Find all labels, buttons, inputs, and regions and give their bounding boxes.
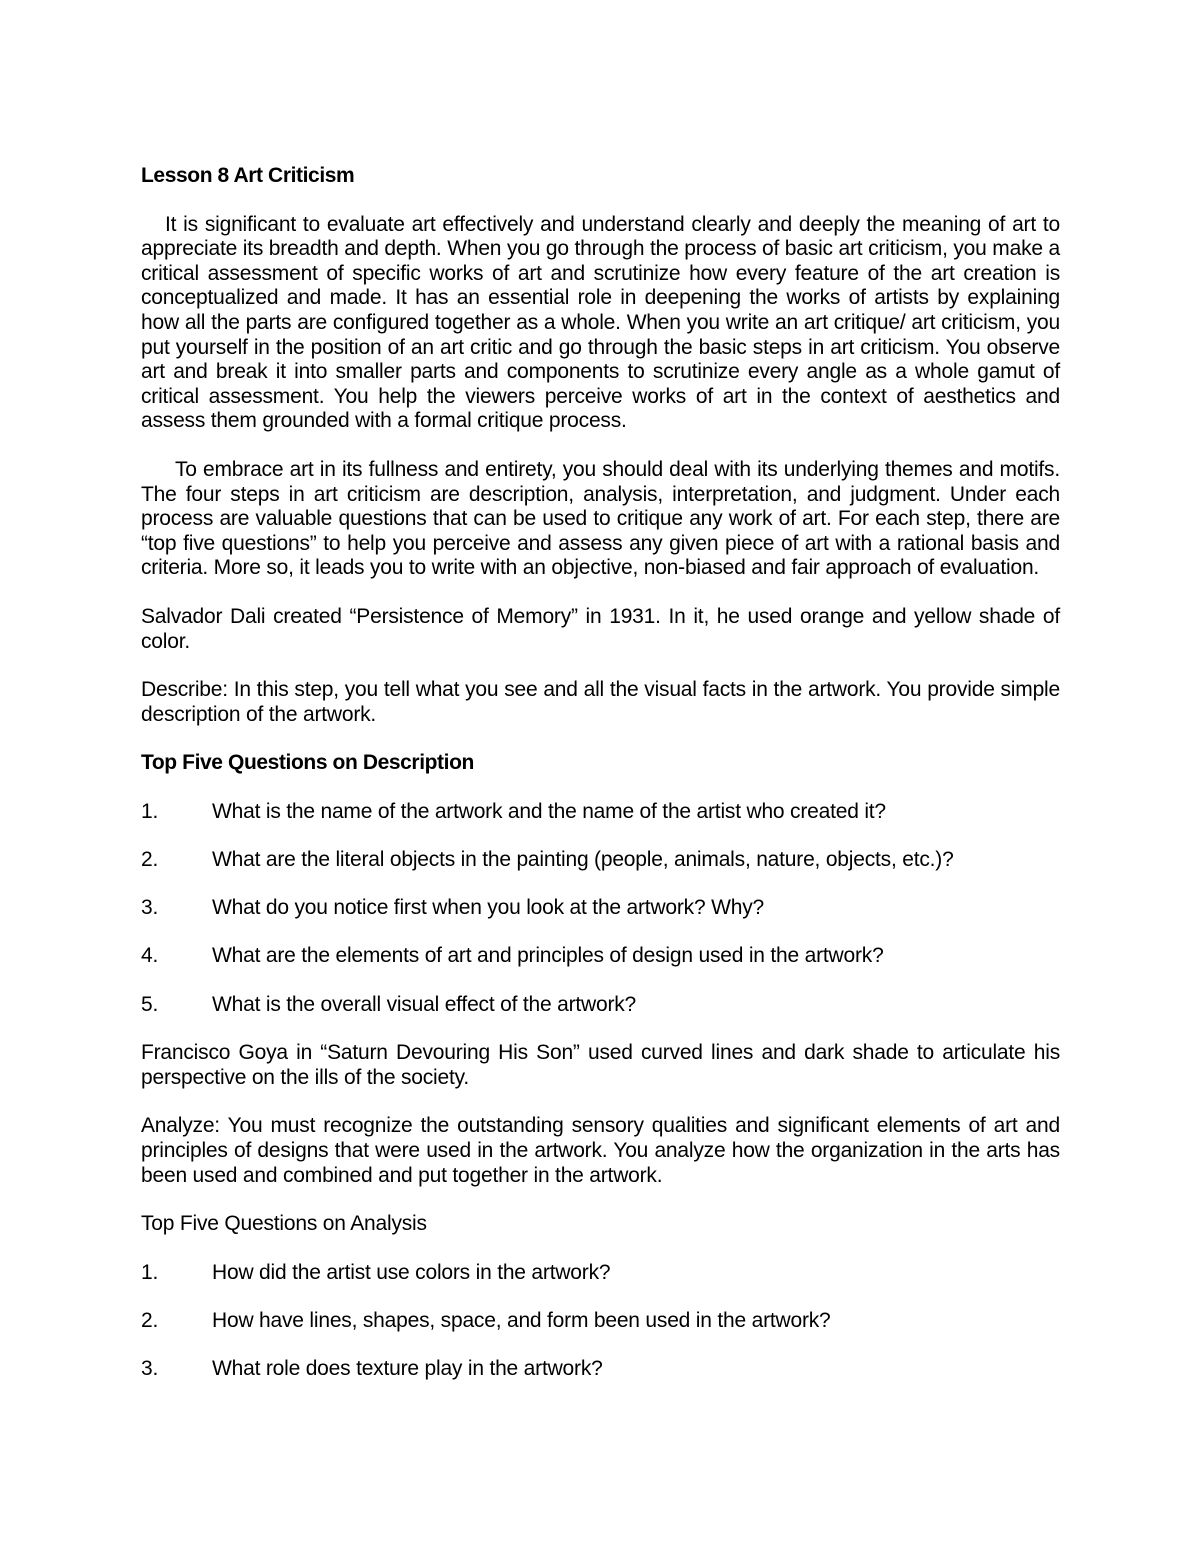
dali-paragraph: Salvador Dali created “Persistence of Memory” in 1931. In it, he used orange and yellow shade of color.: [141, 604, 1060, 653]
list-item-text: What are the elements of art and principles of design used in the artwork?: [212, 944, 884, 968]
list-item: [141, 1357, 1060, 1382]
list-item-text: What is the name of the artwork and the name of the artist who created it?: [212, 799, 886, 823]
list-item-text: What are the literal objects in the painting (people, animals, nature, objects, etc.)?: [212, 848, 954, 872]
list-item-number: 1.: [141, 1260, 159, 1284]
list-item: [141, 944, 1060, 969]
list-item-text: What is the overall visual effect of the artwork?: [212, 992, 637, 1016]
list-item-text: How have lines, shapes, space, and form been used in the artwork?: [212, 1308, 831, 1332]
list-item: [141, 993, 1060, 1018]
list-item: [141, 1261, 1060, 1286]
list-item: [141, 896, 1060, 921]
description-questions-heading: Top Five Questions on Description: [141, 751, 474, 775]
description-questions-list: [141, 800, 1060, 1017]
goya-paragraph: Francisco Goya in “Saturn Devouring His Son” used curved lines and dark shade to articulate his perspective on the ills of the society.: [141, 1041, 1060, 1089]
list-item-text: How did the artist use colors in the artwork?: [212, 1260, 611, 1284]
analysis-questions-heading: Top Five Questions on Analysis: [141, 1212, 427, 1236]
lesson-title: Lesson 8 Art Criticism: [141, 164, 355, 187]
list-item-number: 3.: [141, 896, 159, 920]
list-item-number: 2.: [141, 848, 159, 872]
list-item-number: 2.: [141, 1308, 159, 1332]
list-item-number: 5.: [141, 992, 159, 1016]
list-item: [141, 848, 1060, 873]
analysis-questions-list: [141, 1261, 1060, 1382]
analyze-paragraph: Analyze: You must recognize the outstanding sensory qualities and significant elements of art and principles of designs that were used in the artwork. You analyze how the organization in the arts has been used and combined and put together in the artwork.: [141, 1114, 1060, 1187]
document-page: [141, 164, 1060, 1406]
list-item: [141, 800, 1060, 825]
intro-paragraph-2: To embrace art in its fullness and entirety, you should deal with its underlying themes and motifs. The four steps in art criticism are description, analysis, interpretation, and judgment. Under each process are valuable questions that can be used to critique any work of art. For each step, there are “top five questions” to help you perceive and assess any given piece of art with a rational basis and criteria. More so, it leads you to write with an objective, non-biased and fair approach of evaluation.: [141, 457, 1060, 580]
list-item-text: What do you notice first when you look at the artwork? Why?: [212, 896, 764, 920]
list-item-text: What role does texture play in the artwork?: [212, 1357, 603, 1381]
list-item: [141, 1309, 1060, 1334]
list-item-number: 1.: [141, 799, 159, 823]
describe-paragraph: Describe: In this step, you tell what you see and all the visual facts in the artwork. You provide simple description of the artwork.: [141, 678, 1060, 726]
list-item-number: 4.: [141, 944, 159, 968]
list-item-number: 3.: [141, 1357, 159, 1381]
intro-paragraph-1: It is significant to evaluate art effectively and understand clearly and deeply the meaning of art to appreciate its breadth and depth. When you go through the process of basic art criticism, you make a critical assessment of specific works of art and scrutinize how every feature of the art creation is conceptualized and made. It has an essential role in deepening the works of artists by explaining how all the parts are configured together as a whole. When you write an art critique/ art criticism, you put yourself in the position of an art critic and go through the basic steps in art criticism. You observe art and break it into smaller parts and components to scrutinize every angle as a whole gamut of critical assessment. You help the viewers perceive works of art in the context of aesthetics and assess them grounded with a formal critique process.: [141, 212, 1060, 433]
